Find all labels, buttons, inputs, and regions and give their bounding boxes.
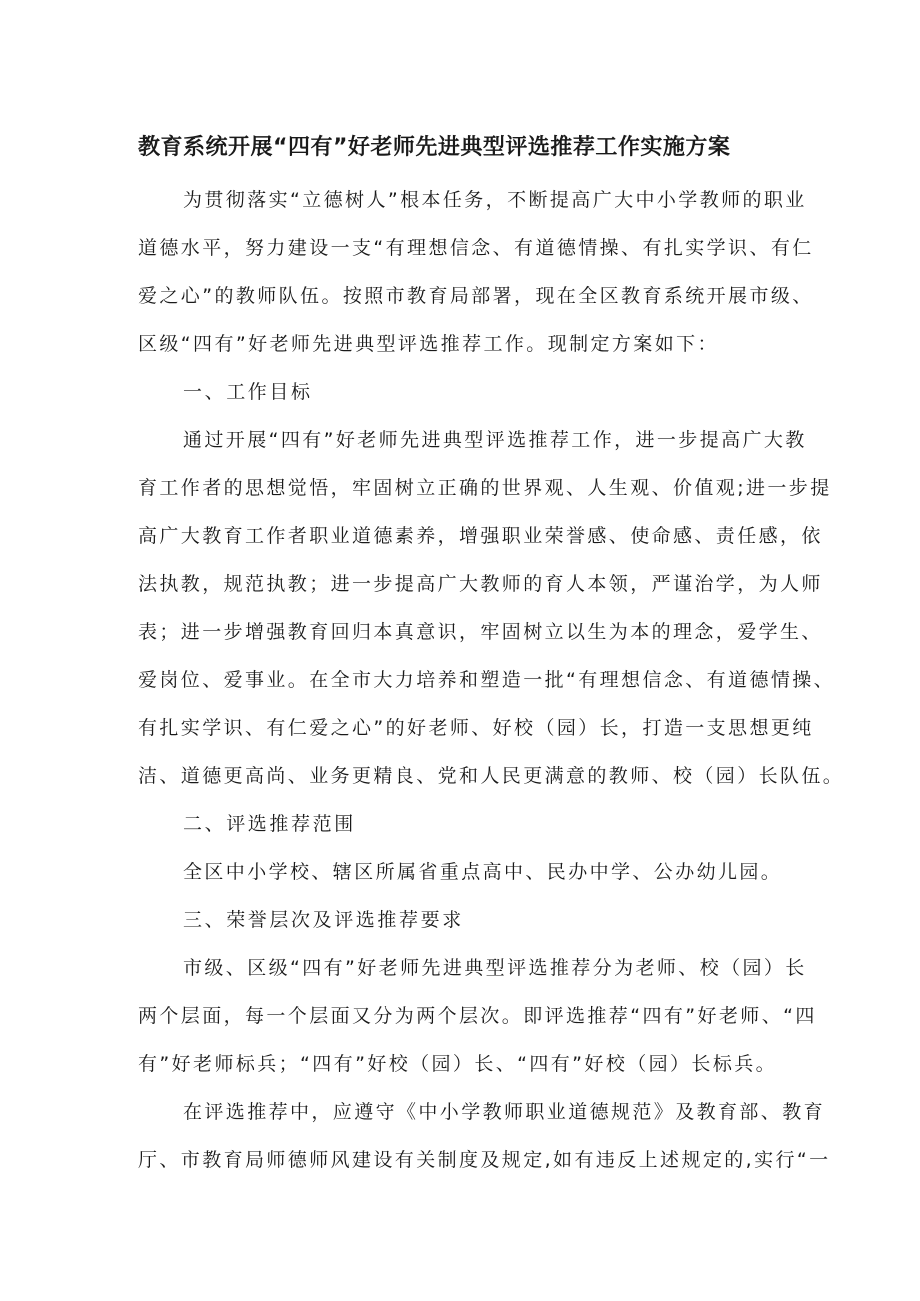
section-heading-2: 二、评选推荐范围 — [183, 813, 356, 835]
paragraph-2-line-4: 法执教，规范执教；进一步提高广大教师的育人本领，严谨治学，为人师 — [138, 573, 823, 595]
paragraph-5-line-1: 在评选推荐中，应遵守《中小学教师职业道德规范》及教育部、教育 — [183, 1101, 826, 1123]
section-heading-3: 三、荣誉层次及评选推荐要求 — [183, 909, 464, 931]
paragraph-3-line-1: 全区中小学校、辖区所属省重点高中、民办中学、公办幼儿园。 — [183, 861, 783, 883]
paragraph-4-line-1: 市级、区级“四有”好老师先进典型评选推荐分为老师、校（园）长 — [183, 957, 807, 979]
paragraph-2-line-2: 育工作者的思想觉悟，牢固树立正确的世界观、人生观、价值观;进一步提 — [138, 477, 832, 499]
paragraph-2-line-5: 表；进一步增强教育回归本真意识，牢固树立以生为本的理念，爱学生、 — [138, 621, 823, 643]
paragraph-1-line-2: 道德水平，努力建设一支“有理想信念、有道德情操、有扎实学识、有仁 — [138, 237, 814, 259]
paragraph-1-line-1: 为贯彻落实“立德树人”根本任务，不断提高广大中小学教师的职业 — [183, 189, 807, 211]
paragraph-1-line-3: 爱之心”的教师队伍。按照市教育局部署，现在全区教育系统开展市级、 — [138, 285, 814, 307]
paragraph-5-line-2: 厅、市教育局师德师风建设有关制度及规定,如有违反上述规定的,实行“一 — [138, 1149, 831, 1171]
paragraph-2-line-3: 高广大教育工作者职业道德素养，增强职业荣誉感、使命感、责任感，依 — [138, 525, 823, 547]
paragraph-2-line-8: 洁、道德更高尚、业务更精良、党和人民更满意的教师、校（园）长队伍。 — [138, 765, 845, 787]
paragraph-4-line-2: 两个层面，每一个层面又分为两个层次。即评选推荐“四有”好老师、“四 — [138, 1005, 817, 1027]
paragraph-2-line-7: 有扎实学识、有仁爱之心”的好老师、好校（园）长，打造一支思想更纯 — [138, 717, 814, 739]
document-title: 教育系统开展“四有”好老师先进典型评选推荐工作实施方案 — [138, 135, 731, 160]
section-heading-1: 一、工作目标 — [183, 381, 313, 403]
paragraph-4-line-3: 有”好老师标兵；“四有”好校（园）长、“四有”好校（园）长标兵。 — [138, 1053, 778, 1075]
paragraph-2-line-6: 爱岗位、爱事业。在全市大力培养和塑造一批“有理想信念、有道德情操、 — [138, 669, 836, 691]
paragraph-1-line-4: 区级“四有”好老师先进典型评选推荐工作。现制定方案如下： — [138, 333, 719, 355]
paragraph-2-line-1: 通过开展“四有”好老师先进典型评选推荐工作，进一步提高广大教 — [183, 429, 807, 451]
